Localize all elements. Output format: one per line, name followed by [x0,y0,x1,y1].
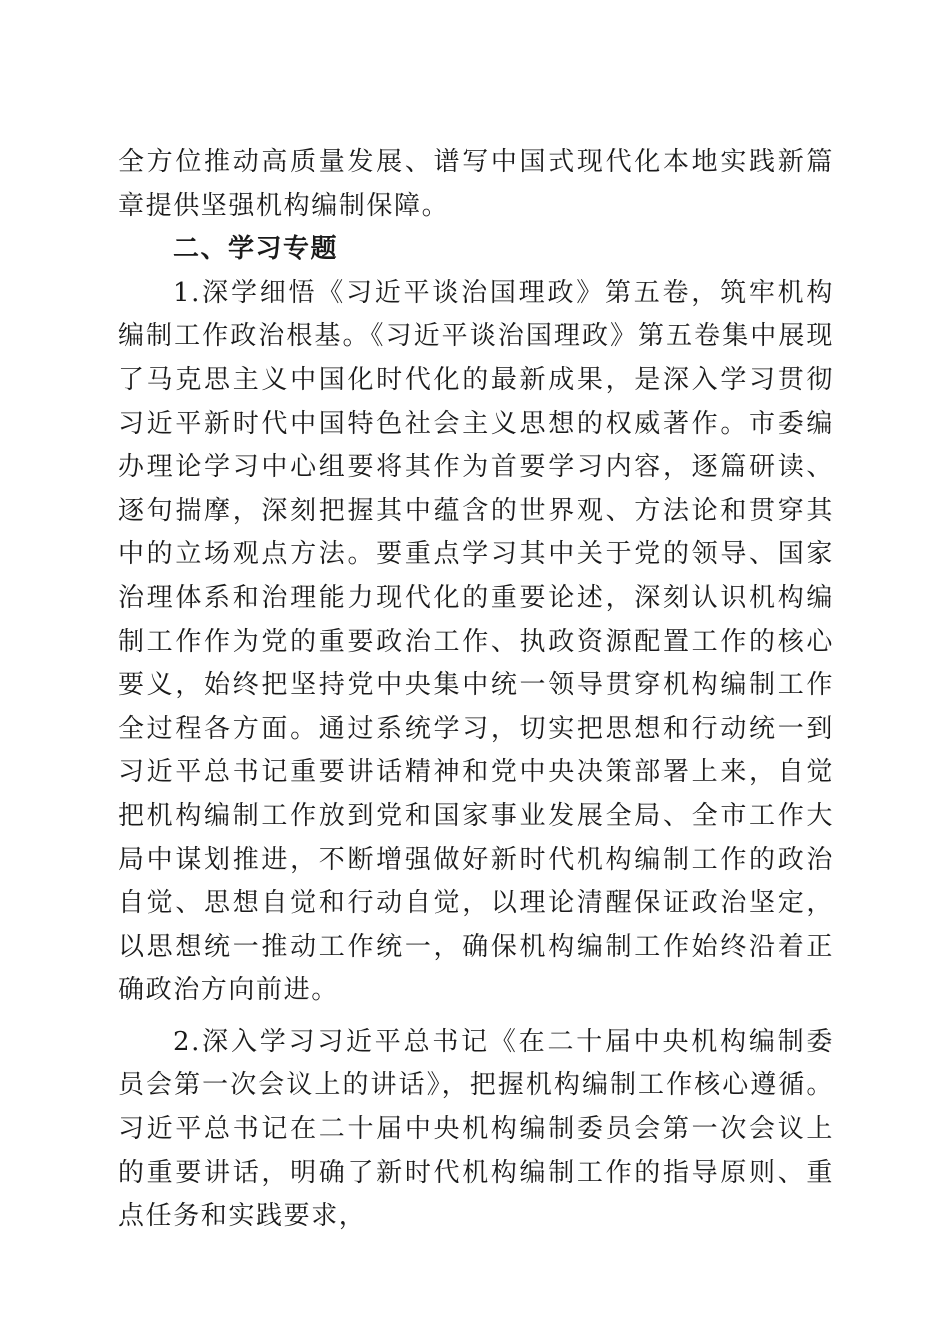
continuation-paragraph: 全方位推动高质量发展、谱写中国式现代化本地实践新篇章提供坚强机构编制保障。 [118,147,834,221]
study-topic-item-2: 2.深入学习习近平总书记《在二十届中央机构编制委员会第一次会议上的讲话》，把握机构编制工作核心遵循。习近平总书记在二十届中央机构编制委员会第一次会议上的重要讲话，明确了新时代机构编制工作的指导原则、重点任务和实践要求， [118,1026,834,1232]
study-topic-item-1: 1.深学细悟《习近平谈治国理政》第五卷，筑牢机构编制工作政治根基。《习近平谈治国理政》第五卷集中展现了马克思主义中国化时代化的最新成果，是深入学习贯彻习近平新时代中国特色社会主义思想的权威著作。市委编办理论学习中心组要将其作为首要学习内容，逐篇研读、逐句揣摩，深刻把握其中蕴含的世界观、方法论和贯穿其中的立场观点方法。要重点学习其中关于党的领导、国家治理体系和治理能力现代化的重要论述，深刻认识机构编制工作作为党的重要政治工作、执政资源配置工作的核心要义，始终把坚持党中央集中统一领导贯穿机构编制工作全过程各方面。通过系统学习，切实把思想和行动统一到习近平总书记重要讲话精神和党中央决策部署上来，自觉把机构编制工作放到党和国家事业发展全局、全市工作大局中谋划推进，不断增强做好新时代机构编制工作的政治自觉、思想自觉和行动自觉，以理论清醒保证政治坚定，以思想统一推动工作统一，确保机构编制工作始终沿着正确政治方向前进。 [118,277,834,1006]
paragraph-spacer [118,1013,834,1021]
document-page [118,141,834,1239]
section-heading: 二、学习专题 [173,234,339,265]
